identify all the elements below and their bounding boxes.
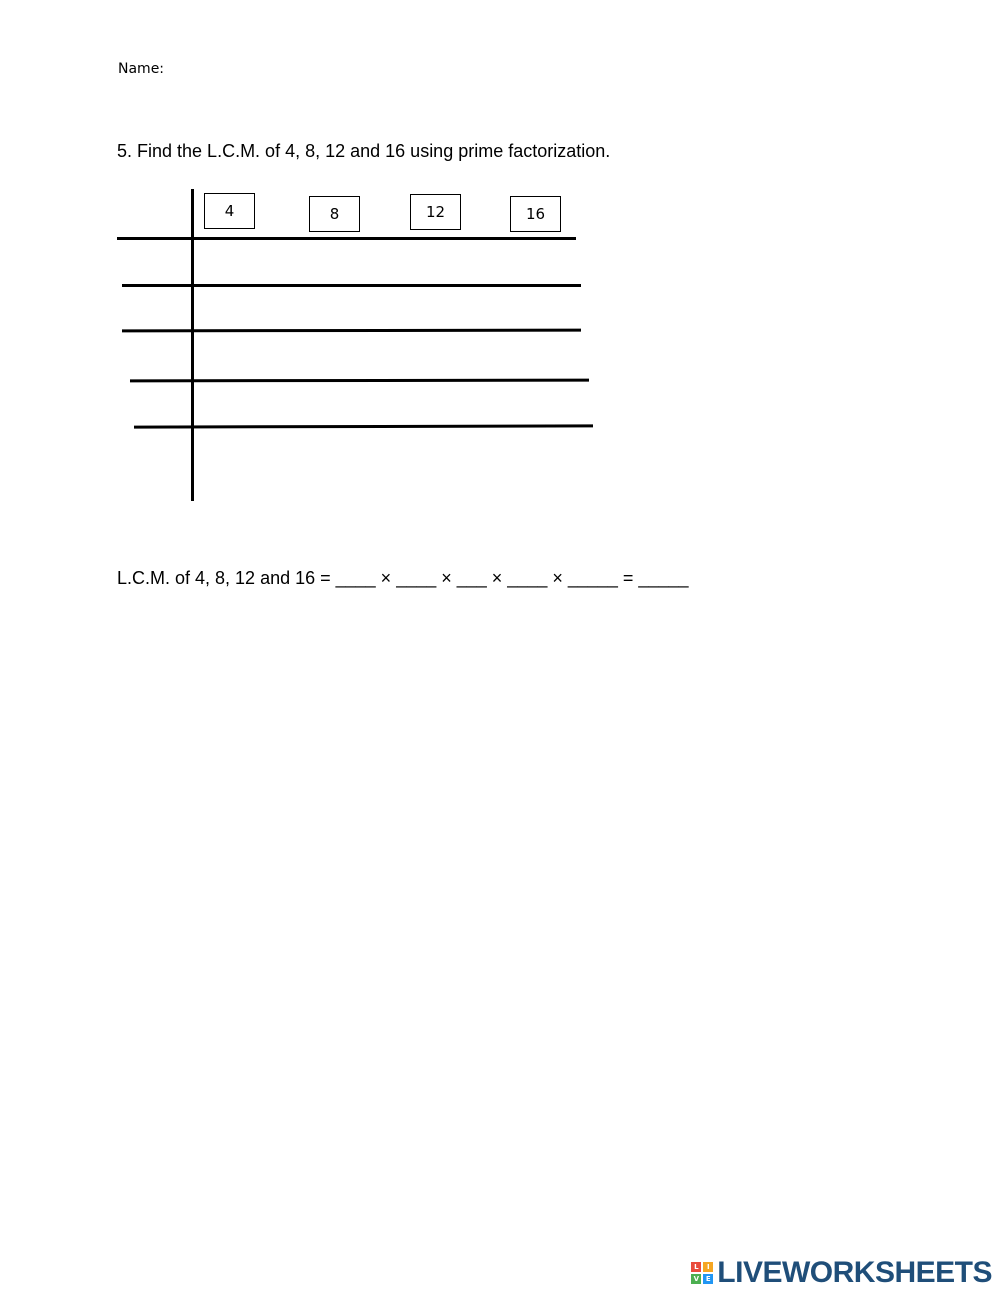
brand-text: LIVEWORKSHEETS	[717, 1256, 992, 1289]
logo-block: L	[691, 1262, 701, 1272]
logo-icon	[691, 1262, 713, 1284]
question-text: 5. Find the L.C.M. of 4, 8, 12 and 16 using prime factorization.	[117, 141, 611, 161]
name-label: Name:	[118, 61, 165, 77]
table-row-line	[134, 424, 593, 428]
table-row-line	[117, 237, 576, 240]
lcm-answer-line: L.C.M. of 4, 8, 12 and 16 = ____ × ____ × ___ × ____ × _____ = _____	[117, 568, 689, 588]
table-row-line	[130, 379, 589, 383]
number-box-16: 16	[510, 196, 561, 232]
table-row-line	[122, 284, 581, 287]
number-box-12: 12	[410, 194, 461, 230]
number-box-4: 4	[204, 193, 255, 229]
liveworksheets-logo	[691, 1256, 992, 1290]
table-vertical-line	[191, 189, 194, 501]
number-box-8: 8	[309, 196, 360, 232]
table-row-line	[122, 329, 581, 333]
logo-block: V	[691, 1274, 701, 1284]
logo-block: I	[703, 1262, 713, 1272]
logo-block: E	[703, 1274, 713, 1284]
